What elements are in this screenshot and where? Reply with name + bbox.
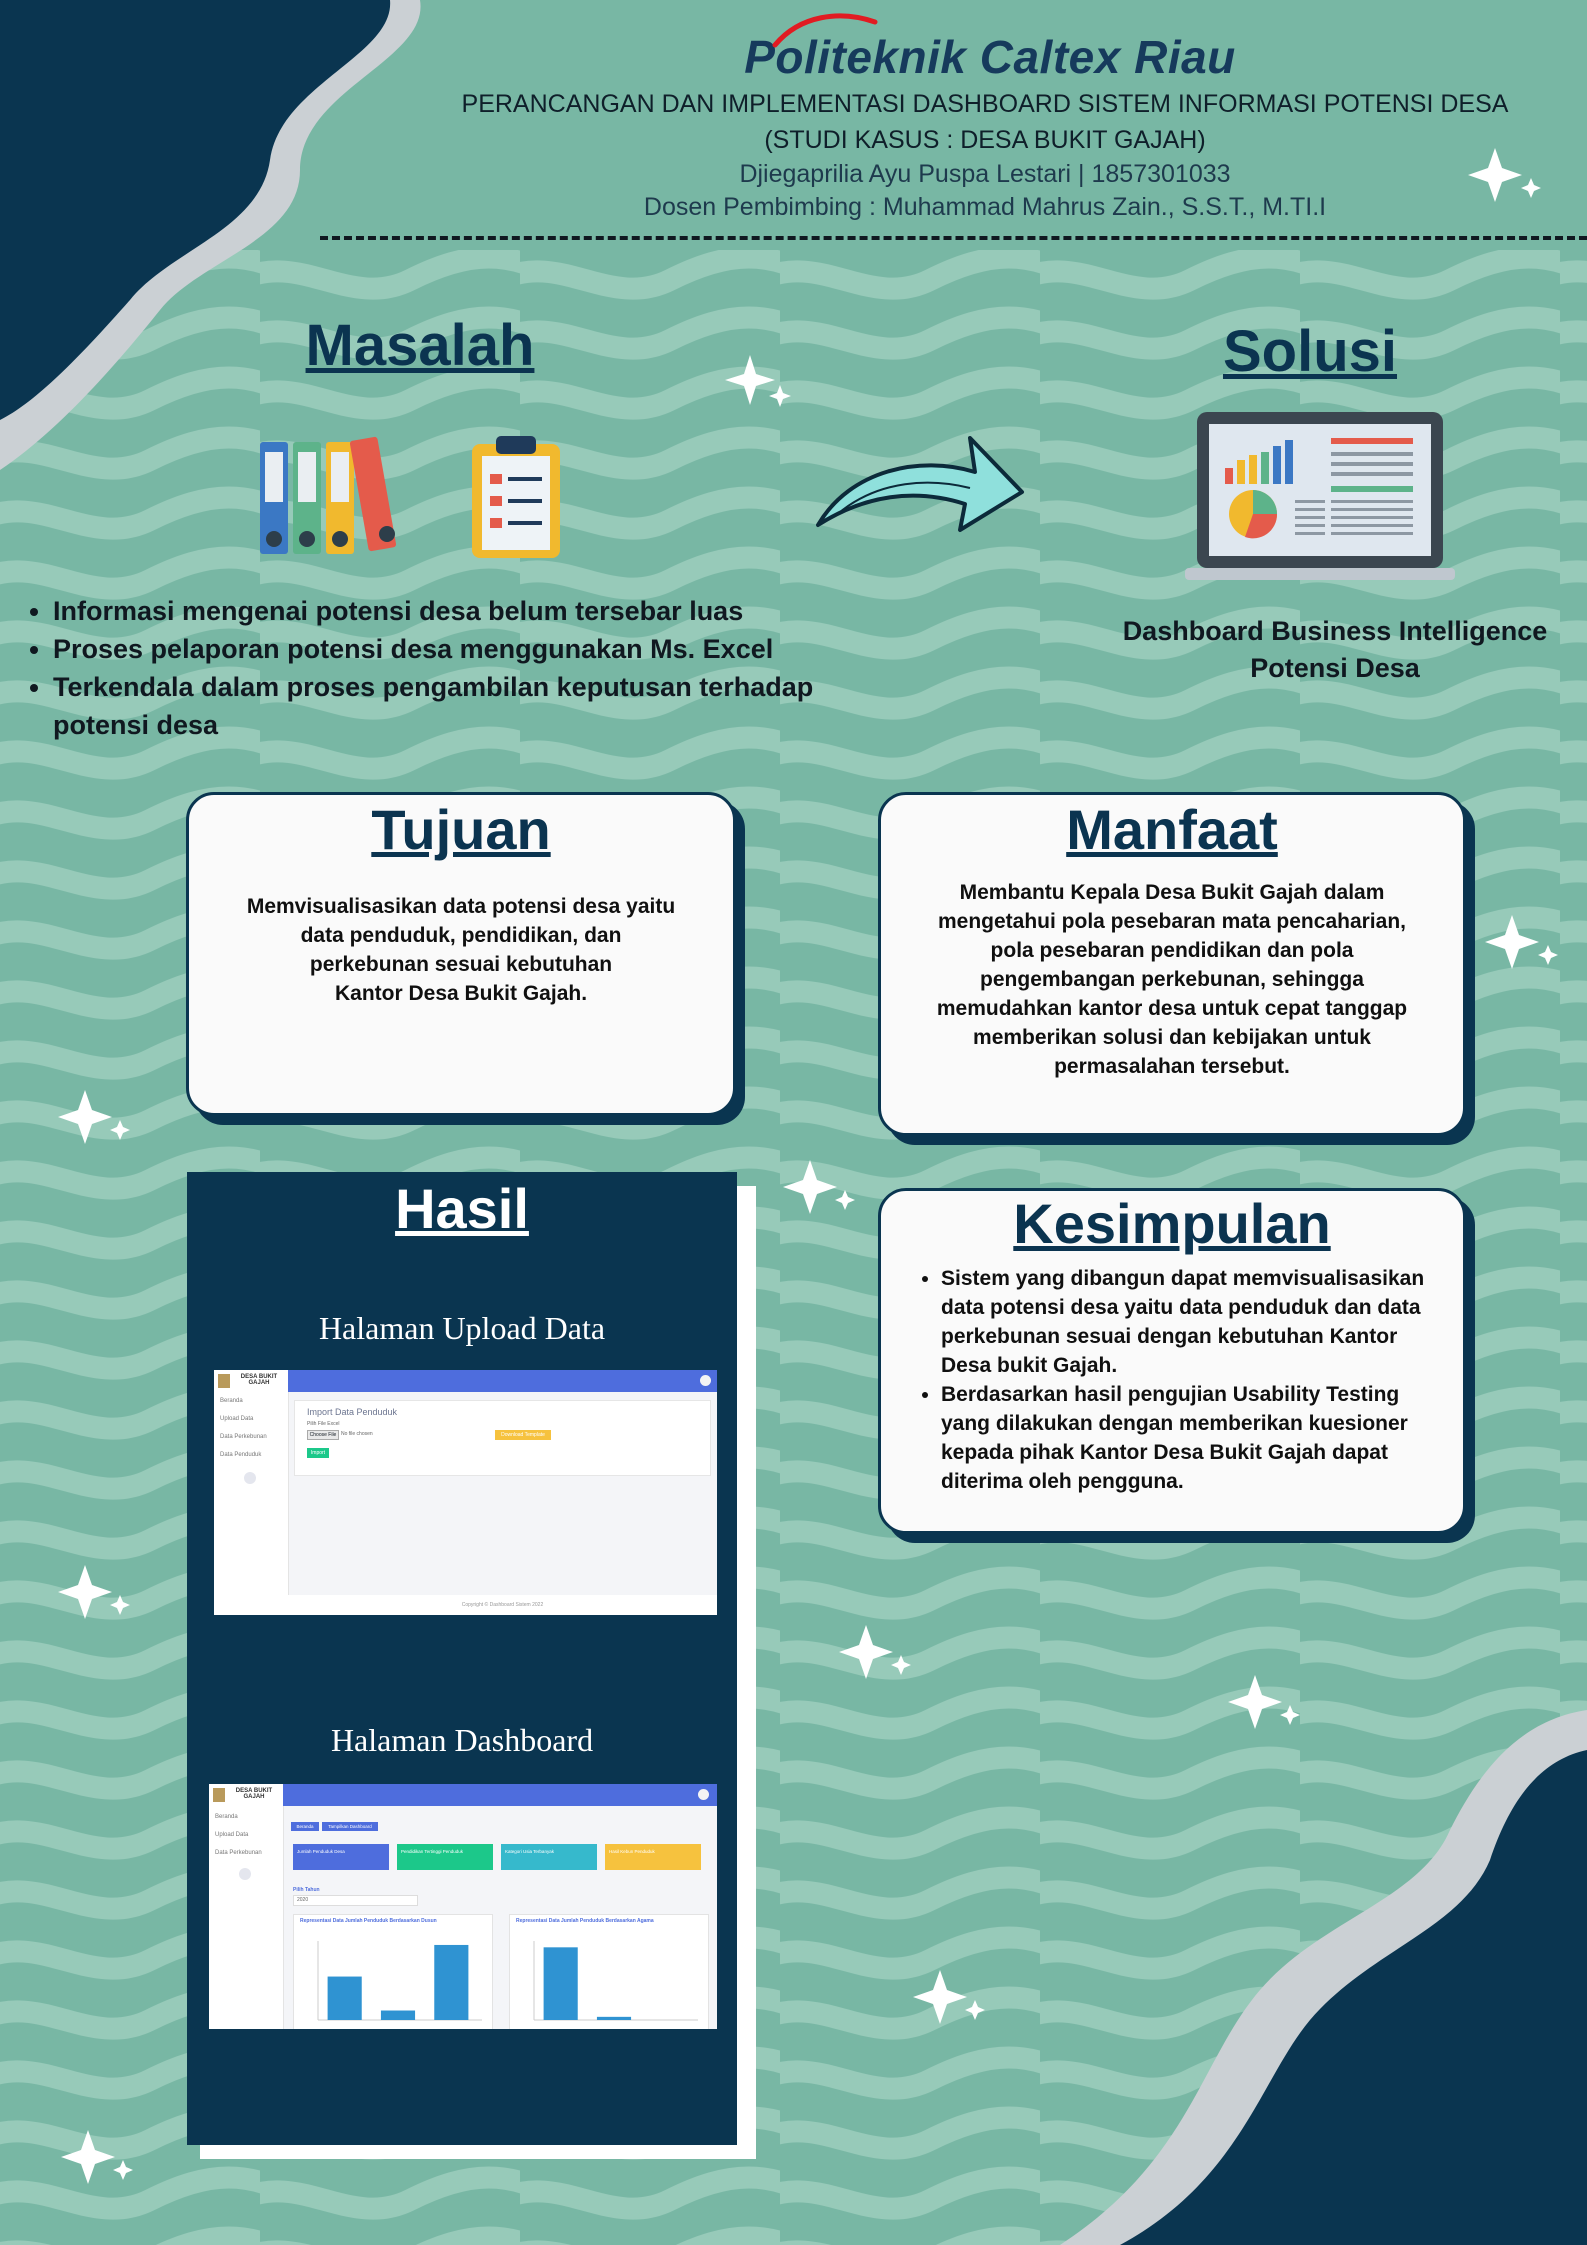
screenshot-menu-item: Beranda (220, 1398, 243, 1404)
manfaat-line: pengembangan perkebunan, sehingga (980, 968, 1364, 991)
poster-title-line1: PERANCANGAN DAN IMPLEMENTASI DASHBOARD SISTEM INFORMASI POTENSI DESA (461, 90, 1509, 118)
kesimpulan-card (878, 1188, 1466, 1534)
poster-title-line2: (STUDI KASUS : DESA BUKIT GAJAH) (764, 126, 1206, 154)
tujuan-text (189, 892, 733, 1008)
masalah-list (27, 592, 833, 744)
header-divider (320, 236, 1587, 240)
list-item: • Informasi mengenai potensi desa belum tersebar luas (53, 592, 833, 630)
logo-swoosh-icon (770, 10, 880, 50)
chart-title: Representasi Data Jumlah Penduduk Berdasarkan Agama (516, 1918, 654, 1924)
stat-card-label: Hasil Kebun Penduduk (609, 1849, 655, 1854)
manfaat-line: mengetahui pola pesebaran mata pencaharian, (938, 910, 1406, 933)
solusi-title: Solusi (1222, 319, 1398, 384)
tujuan-line: Kantor Desa Bukit Gajah. (334, 982, 588, 1005)
manfaat-line: permasalahan tersebut. (1054, 1055, 1290, 1078)
stat-card (501, 1844, 597, 1870)
kesimpulan-list (915, 1264, 1443, 1496)
file-label: Pilih File Excel (307, 1421, 340, 1427)
solusi-text-line2: Potensi Desa (1250, 653, 1420, 683)
screenshot-menu-item: Upload Data (215, 1832, 249, 1838)
screenshot-topbar (288, 1370, 717, 1392)
choose-file-button[interactable]: Choose File (307, 1430, 339, 1440)
upload-page-screenshot (214, 1370, 717, 1615)
chart-bar (544, 1947, 578, 2020)
hasil-title: Hasil (395, 1177, 529, 1240)
tujuan-title: Tujuan (371, 798, 551, 861)
tujuan-card (186, 792, 736, 1116)
institution-logo: Politeknik Caltex Riau (744, 31, 1236, 83)
screenshot-brand: DESA BUKIT GAJAH (240, 1374, 278, 1386)
manfaat-card (878, 792, 1466, 1136)
tab-dashboard[interactable]: Tampilkan Dashboard (322, 1822, 378, 1831)
upload-caption: Halaman Upload Data (318, 1310, 606, 1346)
screenshot-menu-item: Data Perkebunan (220, 1434, 267, 1440)
chart-title: Representasi Data Jumlah Penduduk Berdasarkan Dusun (300, 1918, 437, 1924)
manfaat-title: Manfaat (1066, 798, 1278, 861)
screenshot-menu-item: Data Penduduk (220, 1452, 262, 1458)
checklist-icon (468, 432, 564, 562)
list-item: • Terkendala dalam proses pengambilan keputusan terhadap potensi desa (53, 668, 833, 744)
tujuan-line: Memvisualisasikan data potensi desa yaitu (246, 895, 676, 918)
screenshot-menu-item: Beranda (215, 1814, 238, 1820)
chart-card-agama (509, 1914, 709, 2029)
screenshot-sidebar (209, 1784, 284, 2029)
chart-bar (597, 2017, 631, 2020)
manfaat-line: memudahkan kantor desa untuk cepat tanggap (936, 997, 1408, 1020)
screenshot-menu-item: Upload Data (220, 1416, 254, 1422)
user-avatar-icon (700, 1375, 711, 1386)
stat-card (293, 1844, 389, 1870)
filter-label: Pilih Tahun (293, 1887, 320, 1893)
advisor-line: Dosen Pembimbing : Muhammad Mahrus Zain., S.S.T., M.TI.I (643, 193, 1327, 221)
file-status: No file chosen (341, 1431, 373, 1437)
chart-card-dusun (293, 1914, 493, 2029)
stat-card (605, 1844, 701, 1870)
arrow-right-icon (810, 430, 1030, 540)
tujuan-line: data penduduk, pendidikan, dan (300, 924, 622, 947)
import-form-title: Import Data Penduduk (307, 1407, 398, 1417)
screenshot-brand: DESA BUKIT GAJAH (235, 1788, 273, 1800)
stat-card-label: Jumlah Penduduk Desa (297, 1849, 345, 1854)
chart-bar (381, 2011, 415, 2020)
laptop-dashboard-icon (1185, 410, 1455, 585)
year-select[interactable]: 2020 (293, 1895, 418, 1906)
screenshot-sidebar (214, 1370, 289, 1615)
download-template-button[interactable]: Download Template (495, 1430, 551, 1440)
dashboard-page-screenshot (209, 1784, 717, 2029)
stat-card (397, 1844, 493, 1870)
manfaat-line: memberikan solusi dan kebijakan untuk (973, 1026, 1371, 1049)
village-logo-icon (213, 1788, 225, 1802)
import-button[interactable]: Import (307, 1448, 329, 1458)
hasil-panel (187, 1172, 737, 2145)
list-item: • Sistem yang dibangun dapat memvisualisasikan data potensi desa yaitu data penduduk dan data perkebunan sesuai dengan kebutuhan Kantor Desa bukit Gajah. (941, 1264, 1443, 1380)
manfaat-line: pola pesebaran pendidikan dan pola (990, 939, 1354, 962)
masalah-title: Masalah (305, 313, 535, 378)
import-form-card (294, 1400, 711, 1476)
screenshot-footer (288, 1595, 717, 1615)
kesimpulan-title: Kesimpulan (1013, 1192, 1331, 1255)
tab-beranda[interactable]: Beranda (291, 1822, 319, 1831)
sidebar-toggle-icon (244, 1472, 256, 1484)
screenshot-menu-item: Data Perkebunan (215, 1850, 262, 1856)
stat-card-label: Pendidikan Tertinggi Penduduk (401, 1849, 463, 1854)
stat-card-label: Kategori Usia Terbanyak (505, 1849, 554, 1854)
chart-bar (434, 1945, 468, 2020)
list-item: • Proses pelaporan potensi desa menggunakan Ms. Excel (53, 630, 833, 668)
solusi-text (1100, 613, 1570, 687)
village-logo-icon (218, 1374, 230, 1388)
sidebar-toggle-icon (239, 1868, 251, 1880)
dashboard-caption: Halaman Dashboard (330, 1722, 594, 1758)
manfaat-line: Membantu Kepala Desa Bukit Gajah dalam (959, 881, 1385, 904)
author-line: Djiegaprilia Ayu Puspa Lestari | 1857301033 (739, 160, 1231, 188)
dusun-bar-chart (300, 1933, 486, 2028)
manfaat-text (881, 878, 1463, 1081)
tujuan-line: perkebunan sesuai kebutuhan (309, 953, 613, 976)
user-avatar-icon (698, 1789, 709, 1800)
solusi-text-line1: Dashboard Business Intelligence (1122, 616, 1548, 646)
footer-text: Copyright © Dashboard Sistem 2022 (461, 1602, 544, 1608)
list-item: • Berdasarkan hasil pengujian Usability Testing yang dilakukan dengan memberikan kuesioner kepada pihak Kantor Desa Bukit Gajah dapat diterima oleh pengguna. (941, 1380, 1443, 1496)
chart-bar (328, 1977, 362, 2020)
agama-bar-chart (516, 1933, 702, 2028)
screenshot-topbar (283, 1784, 717, 1806)
binders-icon (255, 432, 415, 562)
